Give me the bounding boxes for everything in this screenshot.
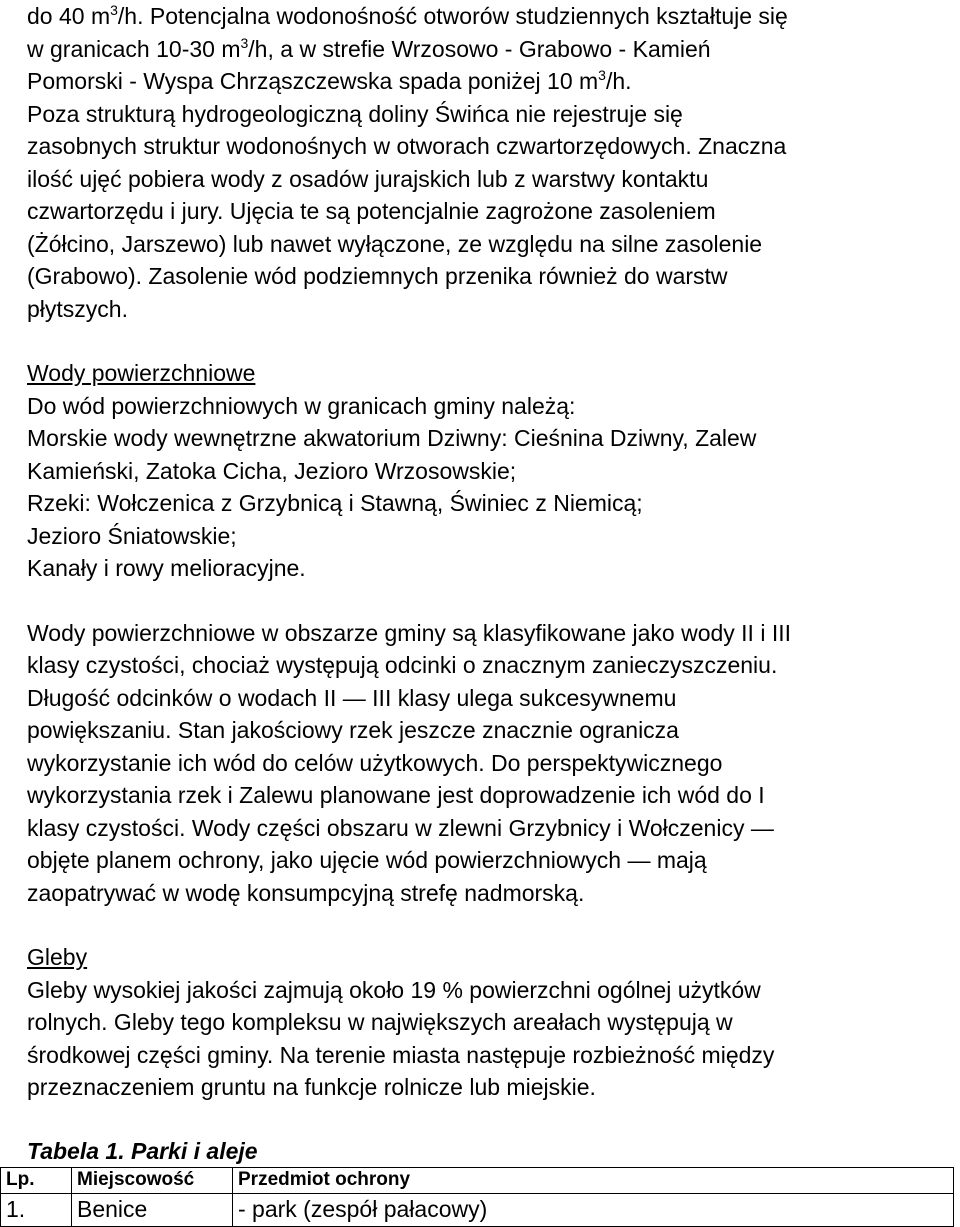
text-line: klasy czystości. Wody części obszaru w zlewni Grzybnicy i Wołczenicy — <box>27 814 774 841</box>
column-header-lp: Lp. <box>1 1167 72 1193</box>
table-cell: - park (zespół pałacowy) <box>233 1193 954 1226</box>
column-header-place: Miejscowość <box>72 1167 233 1193</box>
table-caption: Tabela 1. Parki i aleje <box>27 1137 258 1164</box>
text-line: Poza strukturą hydrogeologiczną doliny Świńca nie rejestruje się <box>27 100 683 127</box>
surface-waters-section <box>27 357 957 585</box>
text-line: zasobnych struktur wodonośnych w otworach czwartorzędowych. Znaczna <box>27 133 787 159</box>
text-line: Gleby wysokiej jakości zajmują około 19 % powierzchni ogólnej użytków <box>27 976 761 1003</box>
text-line: Pomorski - Wyspa Chrząszczewska spada poniżej 10 $m^3/h$. <box>27 67 632 94</box>
section-heading: Wody powierzchniowe <box>27 360 256 386</box>
text-line: rolnych. Gleby tego kompleksu w największych areałach występują w <box>27 1009 733 1035</box>
text-line: Morskie wody wewnętrzne akwatorium Dziwny: Cieśnina Dziwny, Zalew <box>27 425 757 451</box>
spacer <box>27 909 957 941</box>
text-line: Rzeki: Wołczenica z Grzybnicą i Stawną, Świniec z Niemicą; <box>27 490 643 516</box>
text-line: w granicach 10-30 $m^3/h$, a w strefie Wrzosowo - Grabowo - Kamień <box>27 34 711 62</box>
table-row <box>1 1193 954 1226</box>
text-line: płytszych. <box>27 295 128 322</box>
text-line: czwartorzędu i jury. Ujęcia te są potencjalnie zagrożone zasoleniem <box>27 198 716 224</box>
superscript: 3 <box>110 2 118 18</box>
superscript: 3 <box>598 67 606 83</box>
spacer <box>27 585 957 617</box>
text-line: objęte planem ochrony, jako ujęcie wód powierzchniowych — mają <box>27 847 707 873</box>
spacer <box>27 1104 957 1136</box>
classification-section <box>27 617 957 910</box>
table-cell: 1. <box>1 1193 72 1226</box>
text-line: (Grabowo). Zasolenie wód podziemnych przenika również do warstw <box>27 263 728 289</box>
text-line: (Żółcino, Jarszewo) lub nawet wyłączone, ze względu na silne zasolenie <box>27 230 763 257</box>
text-line: Kamieński, Zatoka Cicha, Jezioro Wrzosowskie; <box>27 457 517 484</box>
text-line: środkowej części gminy. Na terenie miasta następuje rozbieżność między <box>27 1041 775 1068</box>
text-line: Długość odcinków o wodach II — III klasy ulega sukcesywnemu <box>27 684 677 711</box>
parks-table <box>0 1167 954 1227</box>
column-header-subject: Przedmiot ochrony <box>233 1167 954 1193</box>
document-page <box>6 0 957 1227</box>
intro-section <box>27 0 957 325</box>
text-line: powiększaniu. Stan jakościowy rzek jeszcze znacznie ogranicza <box>27 717 679 743</box>
text-line: Do wód powierzchniowych w granicach gminy należą: <box>27 392 576 419</box>
text-line: klasy czystości, chociaż występują odcinki o znacznym zanieczyszczeniu. <box>27 652 778 678</box>
text-line: zaopatrywać w wodę konsumpcyjną strefę nadmorską. <box>27 879 585 906</box>
soils-section <box>27 941 957 1104</box>
text-line: przeznaczeniem gruntu na funkcje rolnicze lub miejskie. <box>27 1074 596 1100</box>
text-line: do 40 $m^3/h$. Potencjalna wodonośność otworów studziennych kształtuje się <box>27 2 788 29</box>
spacer <box>27 325 957 357</box>
superscript: 3 <box>240 34 249 51</box>
text-line: Kanały i rowy melioracyjne. <box>27 555 306 581</box>
section-heading: Gleby <box>27 944 88 970</box>
text-line: Wody powierzchniowe w obszarze gminy są klasyfikowane jako wody II i III <box>27 619 792 646</box>
table-header-row <box>1 1167 954 1193</box>
text-line: Jezioro Śniatowskie; <box>27 522 237 549</box>
text-line: wykorzystania rzek i Zalewu planowane jest doprowadzenie ich wód do I <box>27 782 765 808</box>
text-line: ilość ujęć pobiera wody z osadów jurajskich lub z warstwy kontaktu <box>27 165 709 192</box>
table-cell: Benice <box>72 1193 233 1226</box>
text-line: wykorzystanie ich wód do celów użytkowych. Do perspektywicznego <box>27 749 723 776</box>
